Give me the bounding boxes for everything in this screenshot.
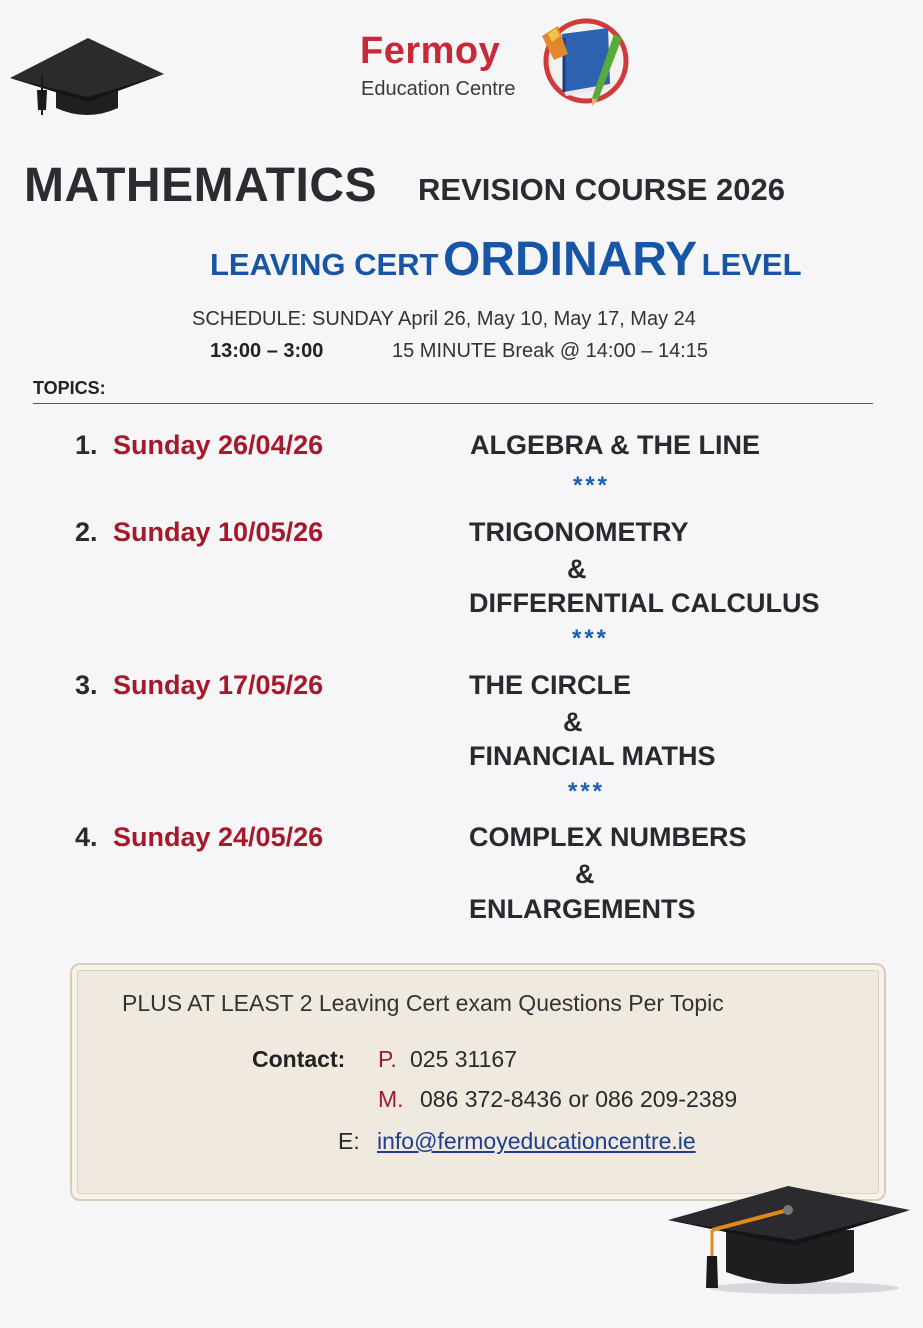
separator-stars: *** [568,778,606,805]
topic-ampersand: & [575,859,595,889]
session-topic: ALGEBRA & THE LINE [470,430,760,460]
level-emphasis: ORDINARY [442,233,698,286]
session-date: Sunday 24/05/26 [113,822,324,852]
phone-prefix: P. [378,1046,397,1072]
divider [33,403,873,404]
session-date: Sunday 26/04/26 [113,430,324,460]
mobile-numbers: 086 372-8436 or 086 209-2389 [420,1086,738,1112]
brand-subtitle: Education Centre [361,78,516,100]
title-subtitle: REVISION COURSE 2026 [418,172,785,207]
session-number: 1. [75,430,98,460]
book-pencil-logo-icon [534,14,630,108]
session-topic: COMPLEX NUMBERS [469,822,747,852]
level-suffix: LEVEL [701,247,802,282]
level-heading [210,232,802,287]
topic-ampersand: & [567,554,587,584]
schedule-dates: SCHEDULE: SUNDAY April 26, May 10, May 17, May 24 [192,308,696,330]
graduation-cap-icon [6,30,166,115]
mobile-prefix: M. [378,1086,404,1112]
brand-name: Fermoy [360,30,501,72]
session-topic: FINANCIAL MATHS [469,741,716,771]
title-main: MATHEMATICS [24,159,378,212]
session-topic: TRIGONOMETRY [469,517,689,547]
session-date: Sunday 17/05/26 [113,670,324,700]
session-number: 3. [75,670,98,700]
session-topic: ENLARGEMENTS [469,894,696,924]
phone-number: 025 31167 [410,1046,518,1072]
separator-stars: *** [572,625,610,652]
session-topic: DIFFERENTIAL CALCULUS [469,588,820,618]
email-link[interactable]: info@fermoyeducationcentre.ie [377,1128,696,1154]
separator-stars: *** [573,472,611,499]
schedule-break: 15 MINUTE Break @ 14:00 – 14:15 [392,340,709,362]
graduation-cap-icon [664,1180,914,1295]
topic-ampersand: & [563,707,583,737]
session-date: Sunday 10/05/26 [113,517,324,547]
session-number: 2. [75,517,98,547]
session-number: 4. [75,822,98,852]
email-prefix: E: [338,1128,360,1154]
schedule-time: 13:00 – 3:00 [210,340,324,362]
level-prefix: LEAVING CERT [210,247,439,282]
exam-questions-note: PLUS AT LEAST 2 Leaving Cert exam Questions Per Topic [122,990,724,1016]
contact-label: Contact: [252,1046,346,1072]
topics-label: TOPICS: [33,378,106,398]
session-topic: THE CIRCLE [469,670,631,700]
